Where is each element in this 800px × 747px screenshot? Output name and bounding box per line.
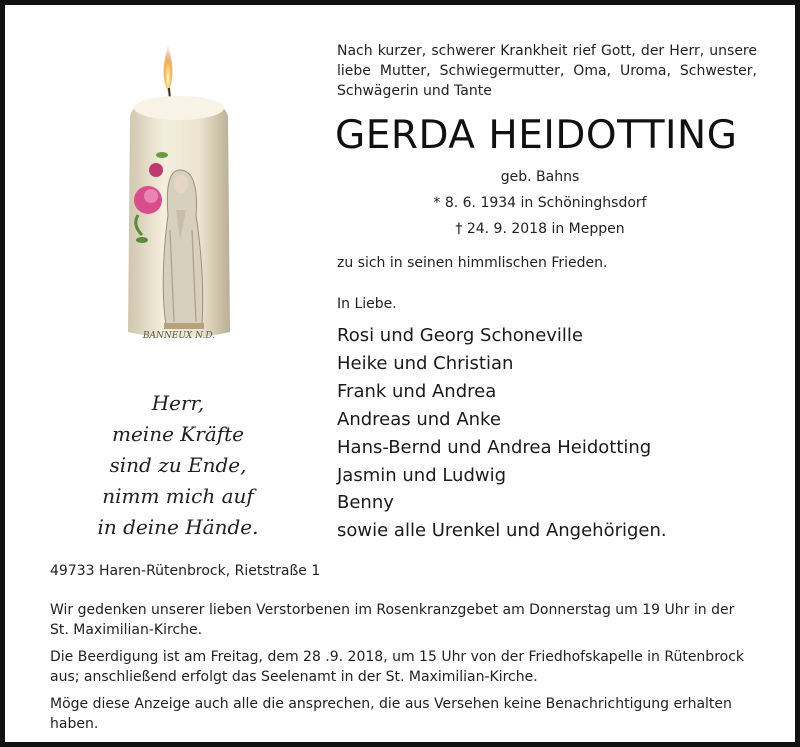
verse [58,388,298,543]
mourner: Benny [337,492,394,514]
candle-inscription: BANNEUX N.D. [142,331,216,341]
mourner: Jasmin und Ludwig [337,464,507,486]
funeral-notice: Die Beerdigung ist am Freitag, dem 28 .9. 2018, um 15 Uhr von der Friedhofskapelle in Rütenbrock aus; anschließend erfolgt das Seelenamt in der St. Maximilian-Kirche. [50,649,745,685]
mourners-list [337,322,667,545]
intro-line: Nach kurzer, schwerer Krankheit rief Gott, der Herr, unsere [337,43,757,59]
mourner: Frank und Andrea [337,380,497,402]
rosary-notice: Wir gedenken unserer lieben Verstorbenen im Rosenkranzgebet am Donnerstag um 19 Uhr in der St. Maximilian-Kirche. [50,602,735,638]
verse-line: sind zu Ende, [109,453,247,477]
address: 49733 Haren-Rütenbrock, Rietstraße 1 [50,563,321,579]
verse-line: meine Kräfte [112,422,244,446]
deceased-name: GERDA HEIDOTTING [335,113,738,158]
notices [50,600,755,741]
candle-icon [118,40,238,350]
mourner: Andreas und Anke [337,408,501,430]
verse-line: in deine Hände. [97,515,259,539]
peace-text: zu sich in seinen himmlischen Frieden. [337,255,608,271]
mourner: Hans-Bernd und Andrea Heidotting [337,436,652,458]
mourner: Heike und Christian [337,352,514,374]
closing-notice: Möge diese Anzeige auch alle die ansprechen, die aus Versehen keine Benachrichtigung erhalten haben. [50,696,732,732]
death-date: † 24. 9. 2018 in Meppen [455,221,625,237]
maiden-name: geb. Bahns [500,169,580,185]
vital-dates [420,164,660,242]
birth-date: * 8. 6. 1934 in Schöninghsdorf [433,195,647,211]
intro-text [337,41,757,101]
verse-line: Herr, [151,391,205,415]
intro-line: Schwägerin und Tante [337,83,492,99]
mourner: sowie alle Urenkel und Angehörigen. [337,520,667,542]
intro-line: liebe Mutter, Schwiegermutter, Oma, Uroma, Schwester, [337,63,757,79]
mourner: Rosi und Georg Schoneville [337,325,583,346]
candle-image [118,40,238,350]
verse-line: nimm mich auf [102,484,254,508]
in-love-label: In Liebe. [337,296,397,312]
